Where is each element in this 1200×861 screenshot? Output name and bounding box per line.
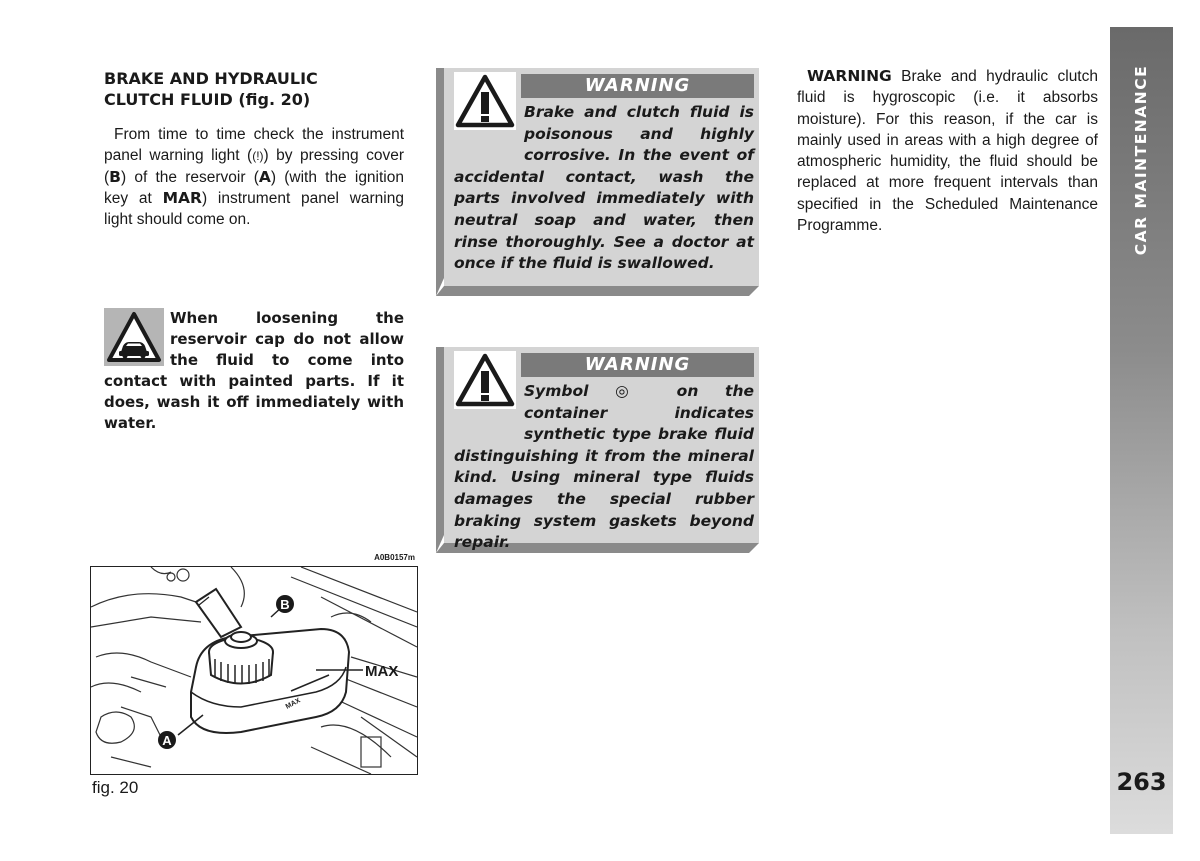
section-title-line2-wrap: [104, 89, 404, 110]
caution-text: When loosening the reservoir cap do not allow the fluid to come into contact with painted parts. If it does, wash it off immediately with water.: [104, 309, 404, 432]
right-warning-text: Brake and hydraulic clutch fluid is hygroscopic (i.e. it absorbs moisture). For this reason, if the car is mainly used in areas with a high degree of atmospheric humidity, the fluid should be replaced at more frequent intervals than specified in the Scheduled Maintenance Programme.: [797, 68, 1098, 235]
body-ref-mar: MAR: [162, 189, 202, 207]
warning-box-1-body: [454, 102, 754, 275]
page-number: 263: [1116, 768, 1167, 796]
warning-light-glyph: (!): [252, 149, 264, 163]
warning-box-2: [436, 347, 759, 553]
figure-reservoir: [90, 566, 418, 775]
warning-box-2-header: WARNING: [521, 353, 754, 377]
chapter-label-wrap: [1110, 60, 1173, 260]
section-title: [104, 68, 404, 110]
body-p4: ) (with the ignition key at: [104, 169, 404, 207]
body-p2: ) by pressing cover (: [104, 147, 404, 186]
warning-box-2-text-p1: Symbol: [524, 382, 616, 400]
right-warning-lead: WARNING: [807, 67, 892, 85]
body-p3: ) of the reservoir (: [121, 169, 259, 186]
chapter-label: CAR MAINTENANCE: [1132, 64, 1150, 256]
figure-code: A0B0157m: [374, 553, 415, 562]
caution-note: [104, 308, 404, 434]
warning-box-2-text-p2: on the container indicates synthetic type brake fluid distinguishing it from the mineral kind. Using mineral type fluids damages the special rubber braking system gaskets beyond repair.: [454, 382, 755, 552]
warning-box-1: [436, 68, 759, 296]
warning-box-2-body: [454, 381, 754, 554]
section-body: [104, 124, 404, 230]
synthetic-fluid-symbol: ◎: [615, 382, 650, 400]
callout-a: A: [162, 733, 172, 748]
callout-b: B: [280, 597, 290, 612]
exclamation-warning-icon: [454, 351, 516, 409]
reservoir-illustration: [91, 567, 417, 774]
warning-box-1-text: Brake and clutch fluid is poisonous and highly corrosive. In the event of accidental contact, wash the parts involved immediately with neutral soap and water, then rinse thoroughly. See a doctor at once if the fluid is swallowed.: [454, 103, 754, 273]
section-title-line1: BRAKE AND HYDRAULIC: [104, 69, 318, 88]
figure-caption: fig. 20: [92, 778, 139, 797]
body-ref-a: A: [258, 168, 271, 186]
body-p1: From time to time check the instrument panel warning light (: [104, 126, 404, 164]
car-caution-icon: [104, 308, 164, 366]
section-title-line2: CLUTCH FLUID: [104, 90, 233, 109]
warning-box-1-icon-wrap: [454, 102, 524, 166]
caution-icon-wrap: [104, 308, 170, 370]
warning-box-1-header: WARNING: [521, 74, 754, 98]
embossed-max-label: MAX: [284, 697, 302, 711]
warning-box-2-icon-wrap: [454, 381, 524, 445]
callout-max: MAX: [365, 663, 399, 680]
body-p5: ) instrument panel warning light should come on.: [104, 190, 404, 228]
right-column-warning: [797, 66, 1098, 236]
section-title-fig-ref: (fig. 20): [238, 90, 311, 109]
body-ref-b: B: [109, 168, 121, 186]
exclamation-warning-icon: [454, 72, 516, 130]
